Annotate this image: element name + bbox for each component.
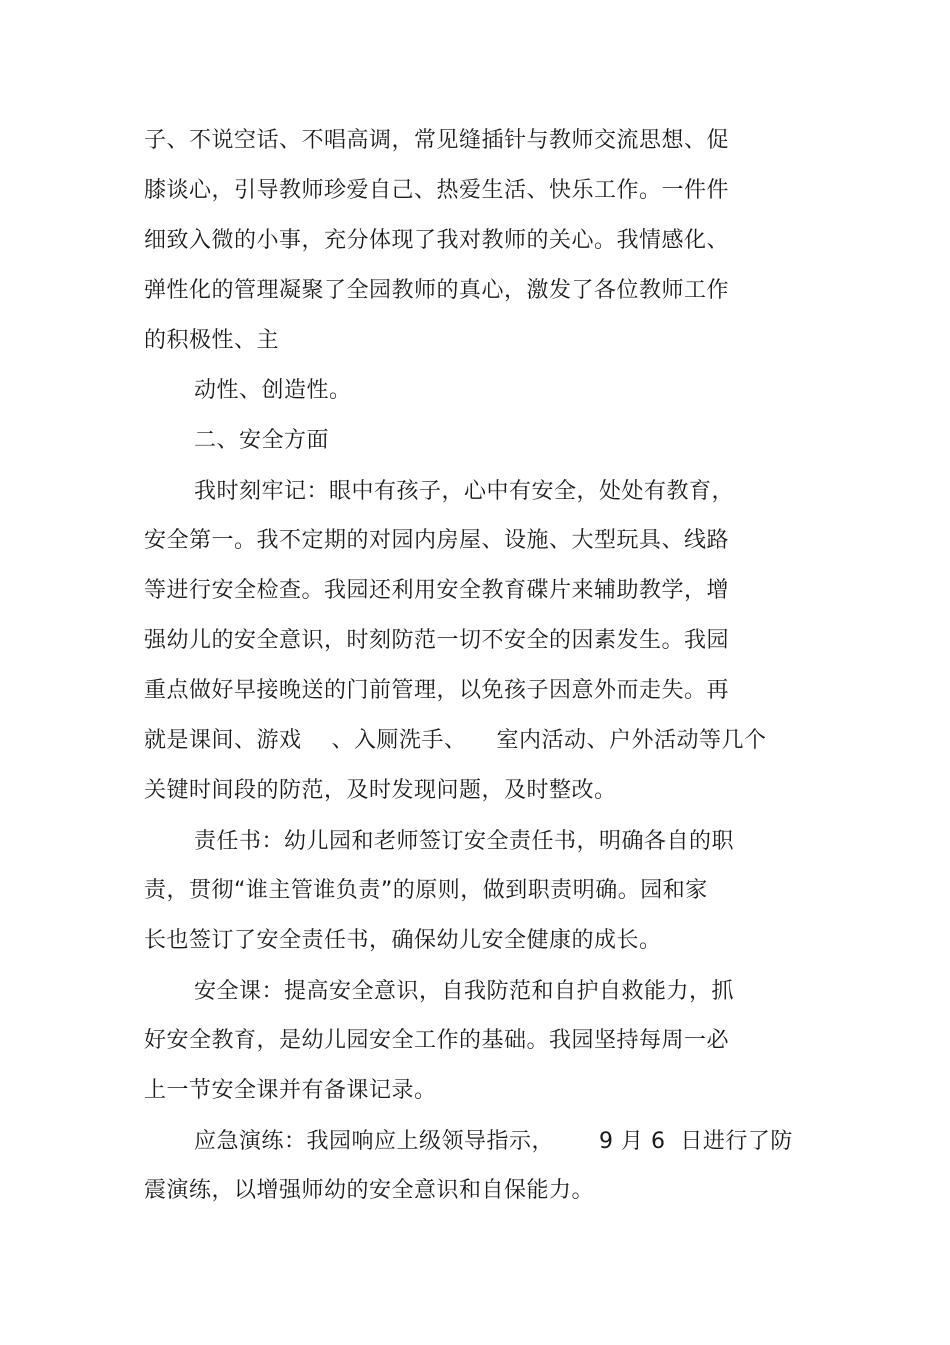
paragraph-line: 长也签订了安全责任书，确保幼儿安全健康的成长。	[144, 928, 662, 953]
paragraph-line: 等进行安全检查。我园还利用安全教育碟片来辅助教学，增	[144, 578, 730, 603]
paragraph-line: 我时刻牢记：眼中有孩子，心中有安全，处处有教育，	[194, 479, 735, 504]
paragraph-line: 好安全教育，是幼儿园安全工作的基础。我园坚持每周一必	[144, 1028, 730, 1053]
paragraph-line: 上一节安全课并有备课记录。	[144, 1078, 437, 1103]
paragraph-line: 关键时间段的防范，及时发现问题，及时整改。	[144, 778, 617, 803]
paragraph-line: 子、不说空话、不唱高调，常见缝插针与教师交流思想、促	[144, 128, 730, 153]
paragraph-line: 责任书：幼儿园和老师签订安全责任书，明确各自的职	[194, 829, 735, 854]
paragraph-line: 责，贯彻“谁主管谁负责”的原则，做到职责明确。园和家	[144, 878, 708, 903]
paragraph-line: 膝谈心，引导教师珍爱自己、热爱生活、快乐工作。一件件	[144, 178, 730, 203]
paragraph-line: 细致入微的小事，充分体现了我对教师的关心。我情感化、	[144, 228, 730, 253]
paragraph-line: 的积极性、主	[144, 328, 280, 353]
paragraph-line: 安全第一。我不定期的对园内房屋、设施、大型玩具、线路	[144, 528, 730, 553]
paragraph-line: 重点做好早接晚送的门前管理，以免孩子因意外而走失。再	[144, 678, 730, 703]
paragraph-line: 就是课间、游戏 、入厕洗手、 室内活动、户外活动等几个	[144, 728, 767, 753]
paragraph-line: 强幼儿的安全意识，时刻防范一切不安全的因素发生。我园	[144, 628, 730, 653]
section-heading: 二、安全方面	[194, 428, 330, 453]
paragraph-line: 震演练，以增强师幼的安全意识和自保能力。	[144, 1178, 595, 1203]
paragraph-line: 安全课：提高安全意识，自我防范和自护自救能力，抓	[194, 979, 735, 1004]
paragraph-line: 应急演练：我园响应上级领导指示， 9 月 6 日进行了防	[194, 1129, 793, 1154]
paragraph-line: 动性、创造性。	[194, 378, 352, 403]
paragraph-line: 弹性化的管理凝聚了全园教师的真心，激发了各位教师工作	[144, 278, 730, 303]
